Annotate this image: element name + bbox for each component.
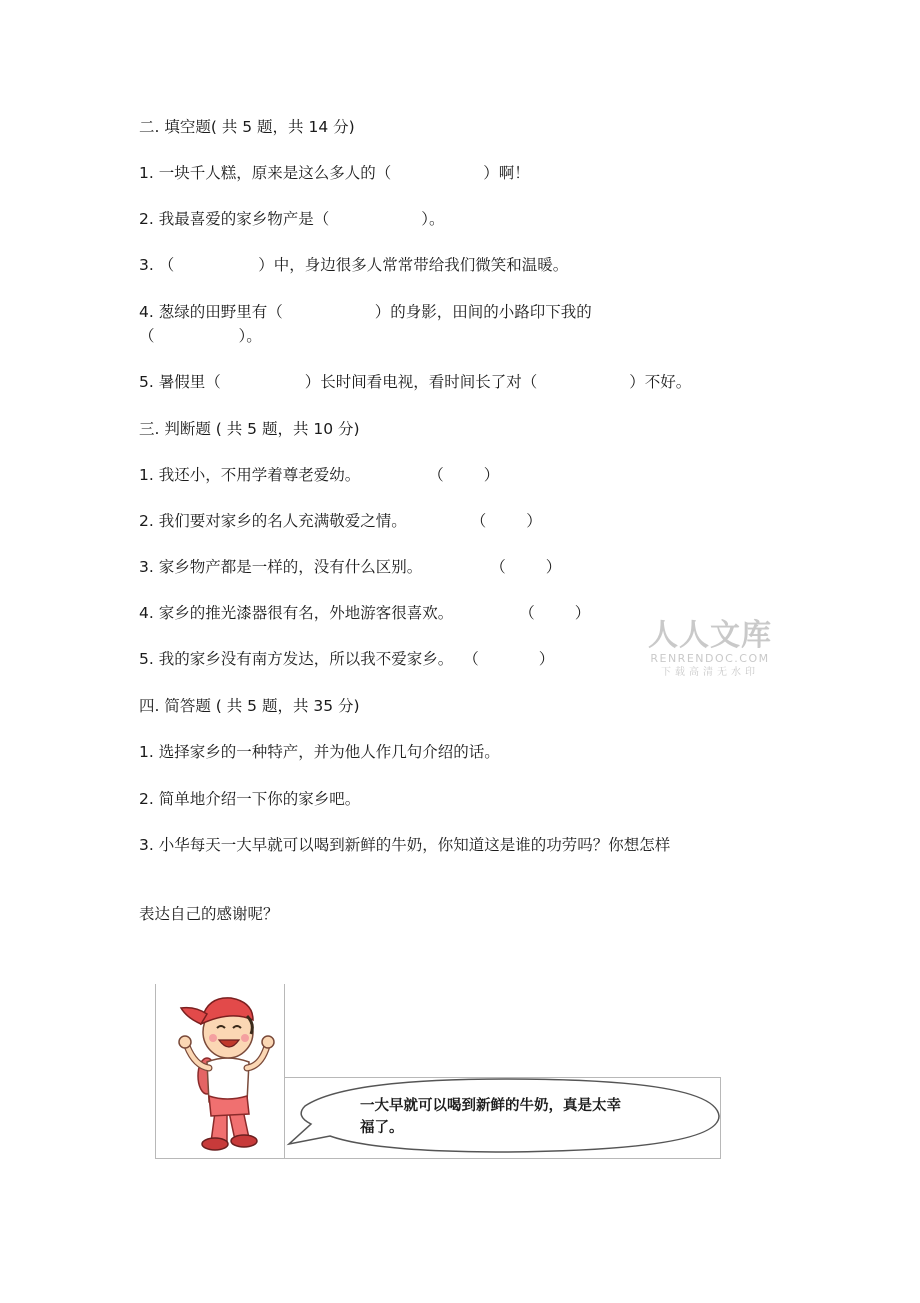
judge-q3-text: 3. 家乡物产都是一样的，没有什么区别。 <box>139 558 423 576</box>
judge-q5-text: 5. 我的家乡没有南方发达，所以我不爱家乡。 <box>139 650 454 668</box>
fill-q5-before: 5. 暑假里（ <box>139 373 221 391</box>
judge-question-5 <box>139 649 554 669</box>
speech-bubble-line-1: 一大早就可以喝到新鲜的牛奶，真是太幸 <box>360 1098 621 1114</box>
watermark <box>647 620 773 679</box>
judge-q3-open: （ <box>490 558 506 576</box>
judge-q2-text: 2. 我们要对家乡的名人充满敬爱之情。 <box>139 512 407 530</box>
judge-q1-open: （ <box>428 466 444 484</box>
judge-q1-text: 1. 我还小，不用学着尊老爱幼。 <box>139 466 361 484</box>
speech-bubble-line-2: 福了。 <box>360 1120 404 1136</box>
judge-q4-open: （ <box>519 604 535 622</box>
fill-q4-after: ）的身影，田间的小路印下我的 <box>374 303 592 321</box>
short-question-2: 2. 简单地介绍一下你的家乡吧。 <box>139 790 361 808</box>
fill-q1-before: 1. 一块千人糕，原来是这么多人的（ <box>139 164 392 182</box>
speech-bubble <box>289 1079 719 1152</box>
watermark-url: RENRENDOC.COM <box>650 652 770 665</box>
short-question-3-line-1: 3. 小华每天一大早就可以喝到新鲜的牛奶，你知道这是谁的功劳吗？你想怎样 <box>139 836 671 854</box>
judge-q1-close: ） <box>483 466 500 484</box>
fill-question-5 <box>139 372 691 392</box>
fill-question-3 <box>139 255 568 275</box>
fill-q5-after: ）不好。 <box>629 373 692 391</box>
judge-q5-open: （ <box>463 650 479 668</box>
section-3-title: 三. 判断题 ( 共 5 题，共 10 分) <box>139 420 360 438</box>
fill-q2-before: 2. 我最喜爱的家乡物产是（ <box>139 210 330 228</box>
fill-question-4-line-2 <box>139 326 262 346</box>
fill-question-2 <box>139 209 444 229</box>
judge-q3-close: ） <box>545 558 562 576</box>
fill-question-4 <box>139 302 592 322</box>
milk-illustration <box>155 984 721 1161</box>
section-2-title: 二. 填空题( 共 5 题，共 14 分) <box>139 118 355 136</box>
judge-q4-close: ） <box>574 604 591 622</box>
judge-q2-open: （ <box>470 512 487 530</box>
judge-question-2 <box>139 511 542 531</box>
judge-q4-text: 4. 家乡的推光漆器很有名，外地游客很喜欢。 <box>139 604 454 622</box>
judge-q2-close: ） <box>526 512 542 530</box>
judge-question-3 <box>139 557 561 577</box>
fill-q2-after: ）。 <box>421 210 445 228</box>
short-question-3-line-2: 表达自己的感谢呢？ <box>139 905 279 923</box>
fill-q1-after: ）啊！ <box>483 164 530 182</box>
fill-q3-after: ）中，身边很多人常常带给我们微笑和温暖。 <box>258 256 569 274</box>
judge-q5-close: ） <box>538 650 555 668</box>
boy-figure <box>179 998 274 1150</box>
fill-q3-before: 3. （ <box>139 256 175 274</box>
fill-q4-before: 4. 葱绿的田野里有（ <box>139 303 283 321</box>
section-4-title: 四. 简答题 ( 共 5 题，共 35 分) <box>139 697 360 715</box>
judge-question-4 <box>139 603 590 623</box>
fill-question-1 <box>139 163 530 183</box>
watermark-title: 人人文库 <box>648 618 772 653</box>
watermark-subtitle: 下载高清无水印 <box>661 667 759 678</box>
fill-q5-middle: ）长时间看电视，看时间长了对（ <box>304 373 538 391</box>
fill-q4-line2-after: ）。 <box>238 327 262 345</box>
judge-question-1 <box>139 465 499 485</box>
fill-q4-line2-before: （ <box>139 327 155 345</box>
short-question-1: 1. 选择家乡的一种特产，并为他人作几句介绍的话。 <box>139 743 500 761</box>
